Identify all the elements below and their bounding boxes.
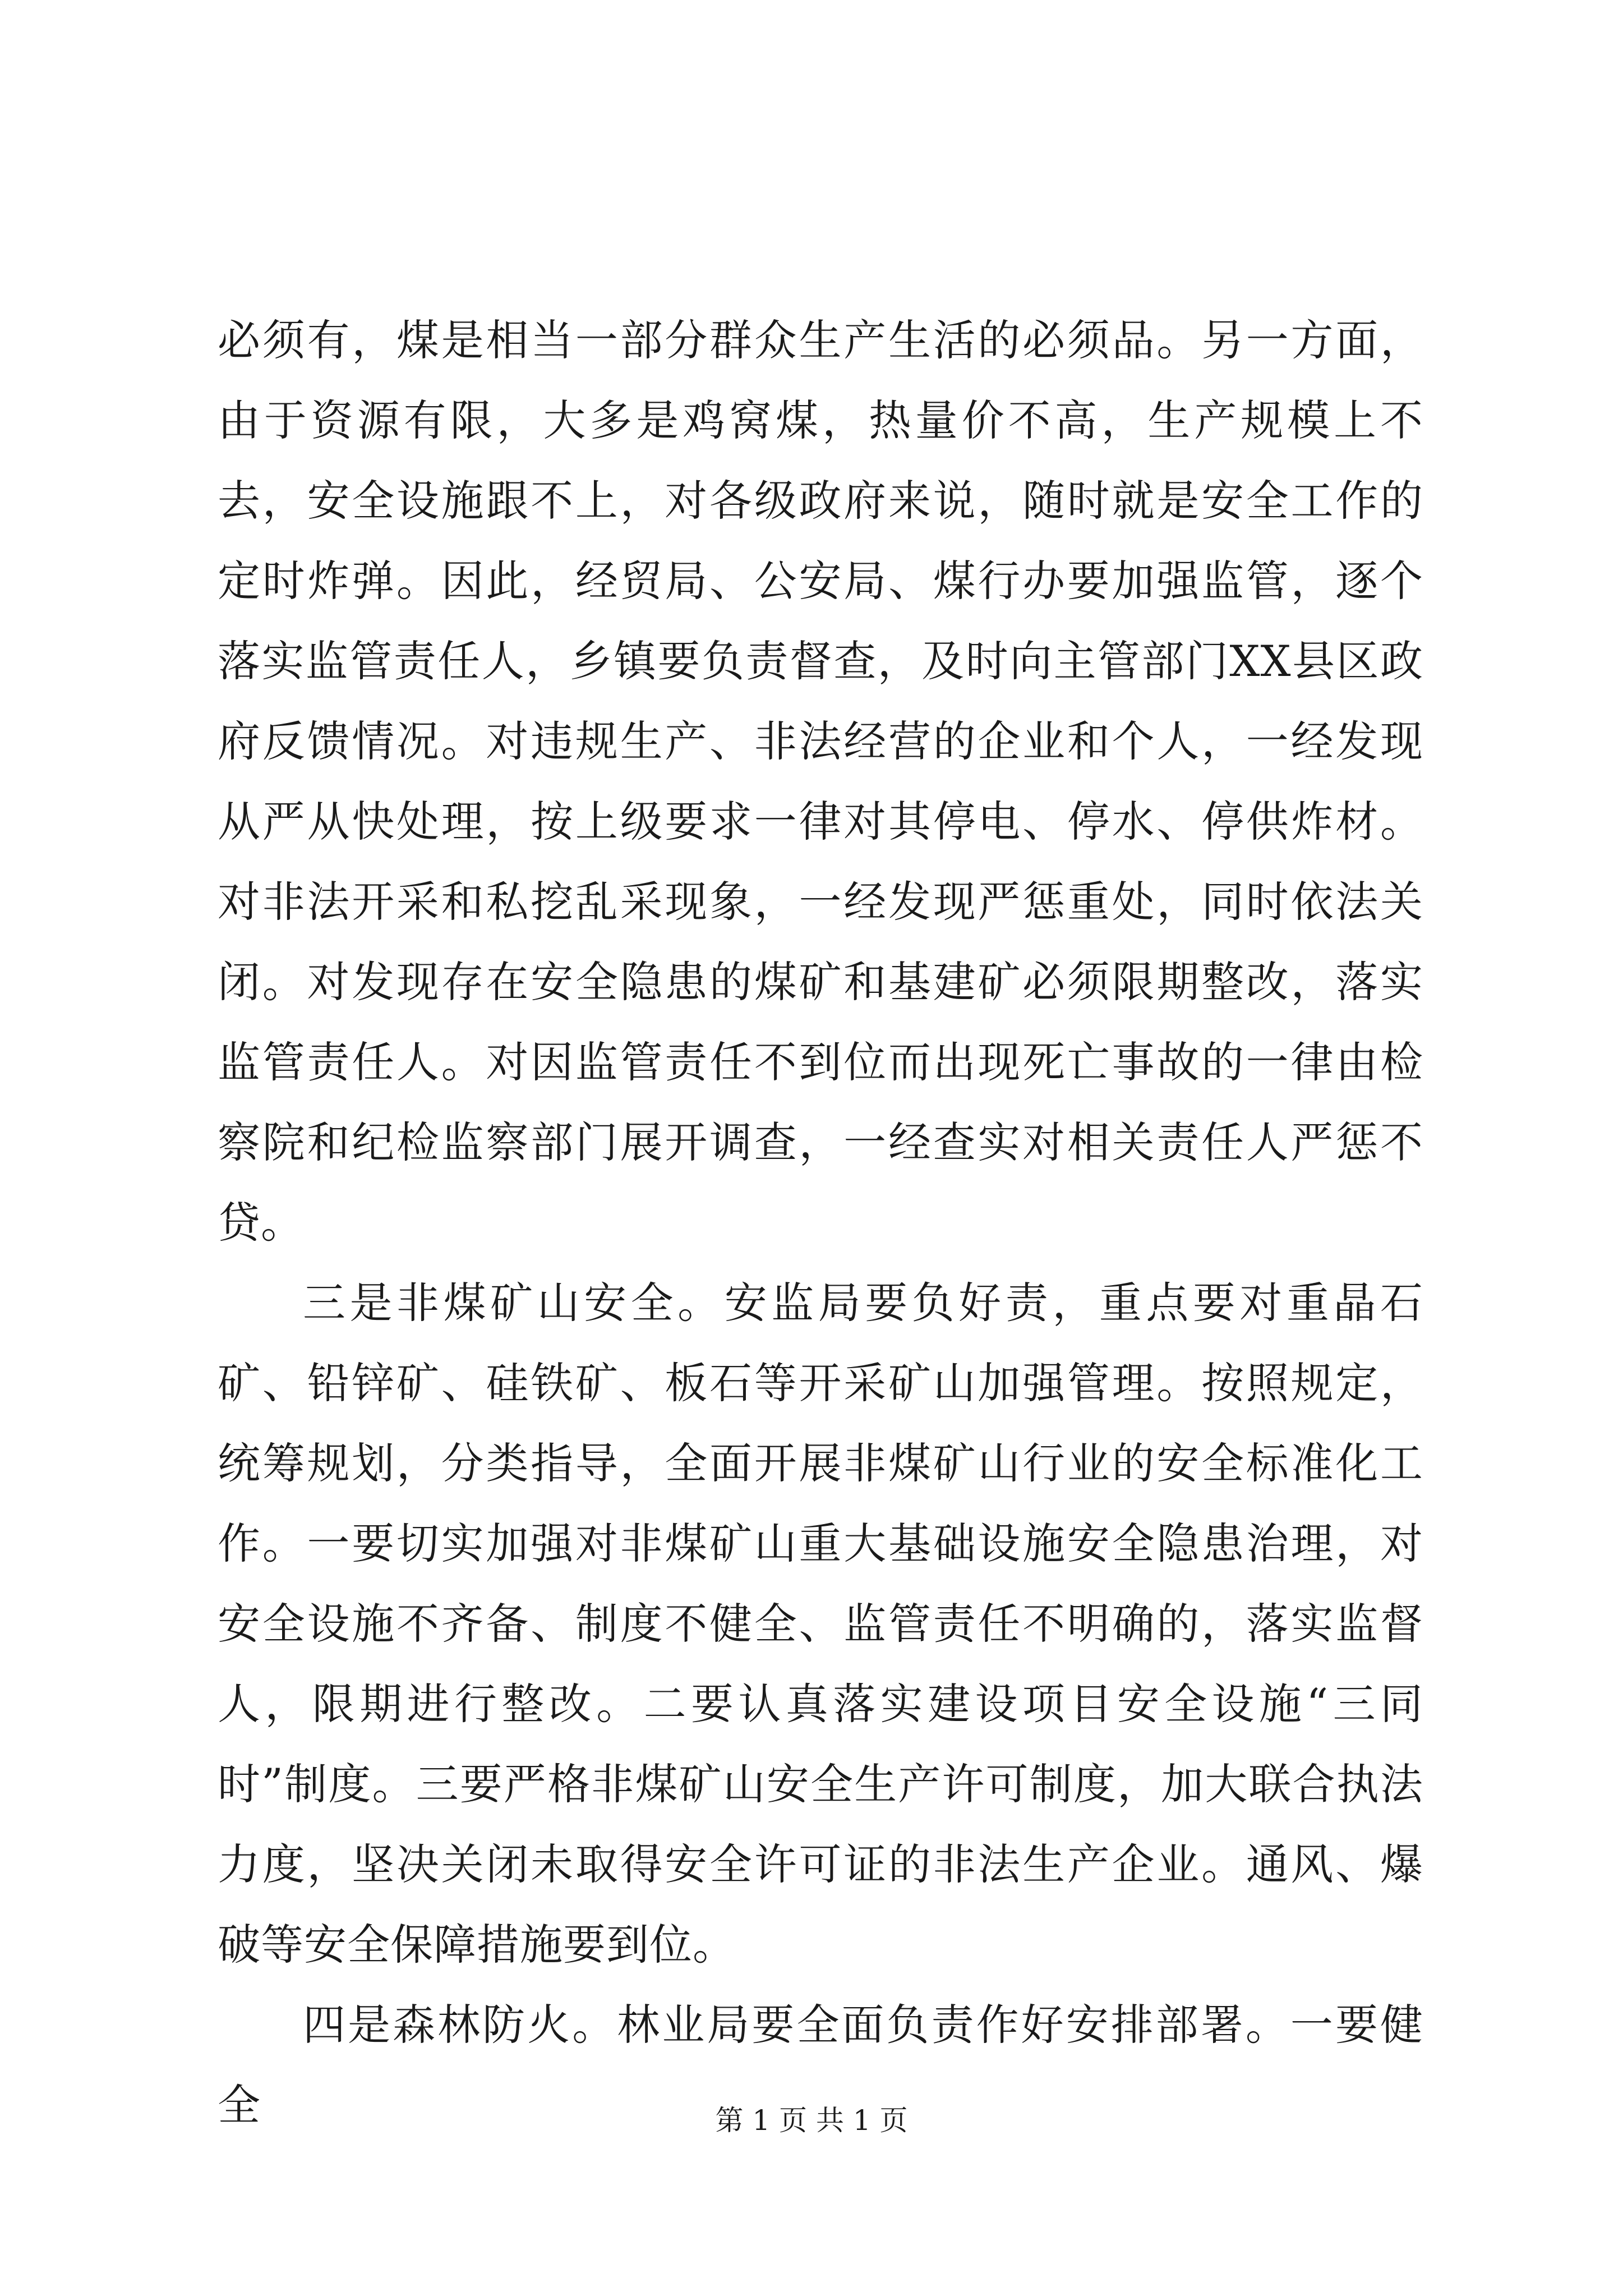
document-body (218, 300, 1423, 2145)
paragraph-non-coal-mine-safety: 三是非煤矿山安全。安监局要负好责，重点要对重晶石矿、铅锌矿、硅铁矿、板石等开采矿山加强管理。按照规定，统筹规划，分类指导，全面开展非煤矿山行业的安全标准化工作。一要切实加强对非煤矿山重大基础设施安全隐患治理，对安全设施不齐备、制度不健全、监管责任不明确的，落实监督人，限期进行整改。二要认真落实建设项目安全设施“三同时”制度。三要严格非煤矿山安全生产许可制度，加大联合执法力度，坚决关闭未取得安全许可证的非法生产企业。通风、爆破等安全保障措施要到位。 (218, 1278, 1423, 1970)
paragraph-forest-fire-prevention: 四是森林防火。林业局要全面负责作好安排部署。一要健全 (218, 2000, 1423, 2130)
paragraph-continued: 必须有，煤是相当一部分群众生产生活的必须品。另一方面，由于资源有限，大多是鸡窝煤，热量价不高，生产规模上不去，安全设施跟不上，对各级政府来说，随时就是安全工作的定时炸弹。因此，经贸局、公安局、煤行办要加强监管，逐个落实监管责任人，乡镇要负责督查，及时向主管部门XX县区政府反馈情况。对违规生产、非法经营的企业和个人，一经发现从严从快处理，按上级要求一律对其停电、停水、停供炸材。对非法开采和私挖乱采现象，一经发现严惩重处，同时依法关闭。对发现存在安全隐患的煤矿和基建矿必须限期整改，落实监管责任人。对因监管责任不到位而出现死亡事故的一律由检察院和纪检监察部门展开调查，一经查实对相关责任人严惩不贷。 (218, 315, 1423, 1248)
page-footer: 第 1 页 共 1 页 (715, 2104, 908, 2137)
